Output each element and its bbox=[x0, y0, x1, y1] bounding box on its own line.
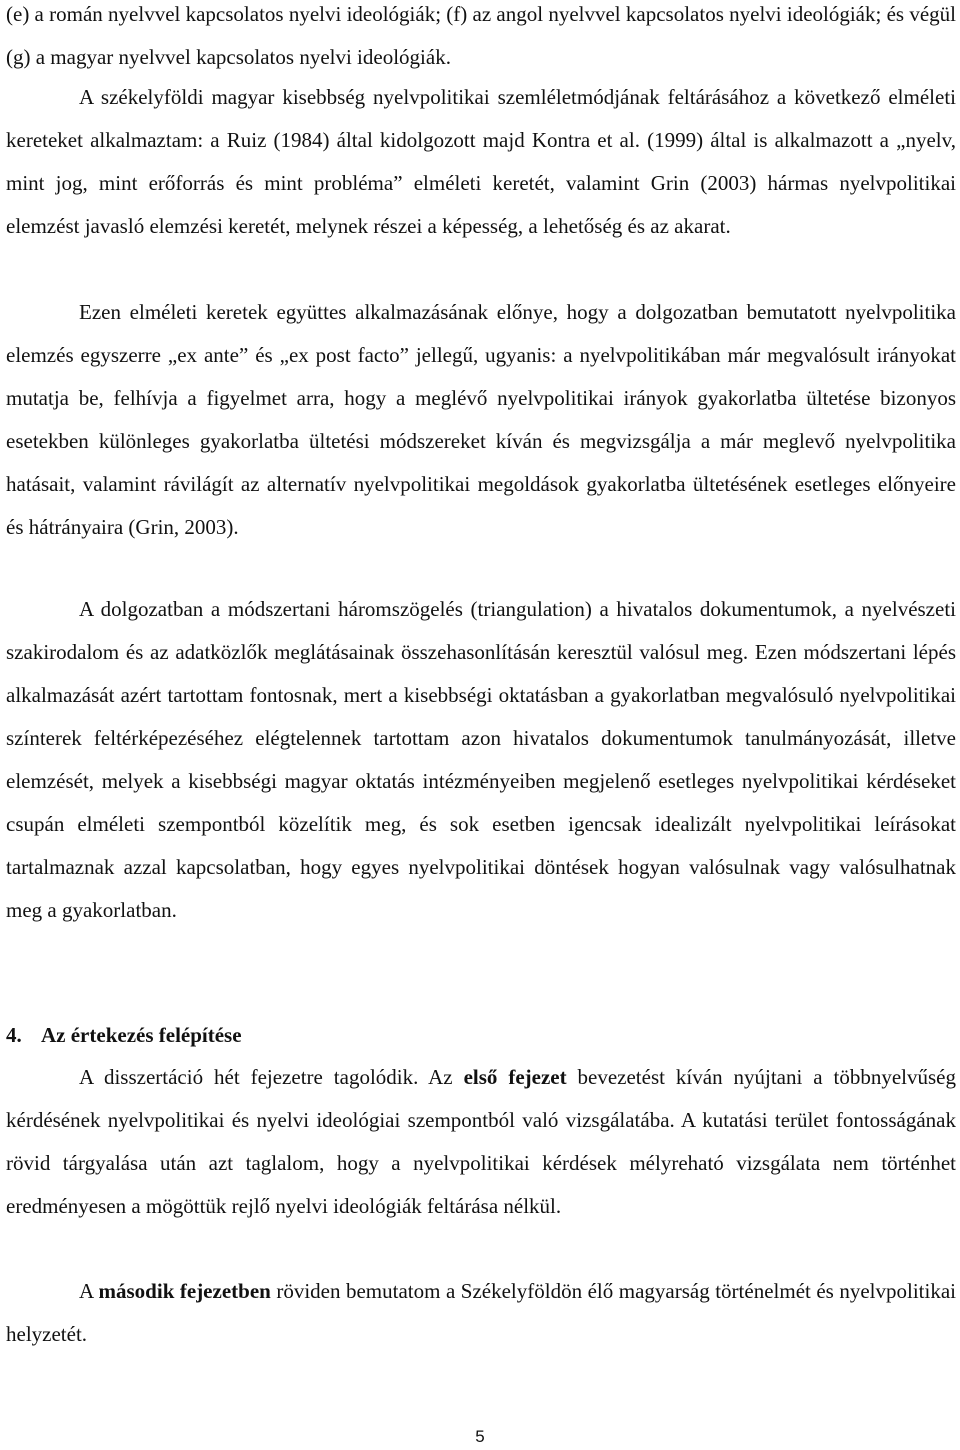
paragraph-framework-advantages: Ezen elméleti keretek együttes alkalmazásának előnye, hogy a dolgozatban bemutatott nyelvpolitika elemzés egyszerre „ex ante” és „ex post facto” jellegű, ugyanis: a nyelvpolitikában már megvalósult irányokat mutatja be, felhívja a figyelmet arra, hogy a meglévő nyelvpolitikai irányok gyakorlatba ültetése bizonyos esetekben különleges gyakorlatba ültetési módszereket kíván és megvizsgálja a már meglevő nyelvpolitika hatásait, valamint rávilágít az alternatív nyelvpolitikai megoldások gyakorlatba ültetésének esetleges előnyeire és hátrányaira (Grin, 2003). bbox=[6, 300, 956, 539]
paragraph-first-chapter bbox=[6, 1056, 956, 1228]
paragraph-second-chapter bbox=[6, 1270, 956, 1356]
second-chapter-emphasis: második fejezetben bbox=[98, 1279, 271, 1303]
paragraph-ideologies-end: (e) a román nyelvvel kapcsolatos nyelvi ideológiák; (f) az angol nyelvvel kapcsolatos nyelvi ideológiák; és végül (g) a magyar nyelvvel kapcsolatos nyelvi ideológiák. bbox=[6, 2, 956, 69]
first-chapter-emphasis: első fejezet bbox=[463, 1065, 567, 1089]
page-number: 5 bbox=[475, 1427, 485, 1446]
paragraph-theoretical-frameworks: A székelyföldi magyar kisebbség nyelvpolitikai szemléletmódjának feltárásához a következő elméleti kereteket alkalmaztam: a Ruiz (1984) által kidolgozott majd Kontra et al. (1999) által is alkalmazott a „nyelv, mint jog, mint erőforrás és mint probléma” elméleti keretét, valamint Grin (2003) hármas nyelvpolitikai elemzést javasló elemzési keretét, melynek részei a képesség, a lehetőség és az akarat. bbox=[6, 85, 956, 238]
para5-text-before: A disszertáció hét fejezetre tagolódik. Az bbox=[79, 1065, 464, 1089]
para6-text-after: röviden bemutatom a Székelyföldön élő magyarság történelmét és nyelvpolitikai helyzetét. bbox=[6, 1279, 956, 1346]
para6-text-before: A bbox=[79, 1279, 99, 1303]
paragraph-triangulation: A dolgozatban a módszertani háromszögelés (triangulation) a hivatalos dokumentumok, a nyelvészeti szakirodalom és az adatközlők meglátásainak összehasonlításán keresztül valósul meg. Ezen módszertani lépés alkalmazását azért tartottam fontosnak, mert a kisebbségi oktatásban a gyakorlatban megvalósuló nyelvpolitikai színterek feltérképezéséhez elégtelennek tartottam azon hivatalos dokumentumok tanulmányozását, illetve elemzését, melyek a kisebbségi magyar oktatás intézményeiben megjelenő esetleges nyelvpolitikai kérdéseket csupán elméleti szempontból közelítik meg, és sok esetben igencsak idealizált nyelvpolitikai leírásokat tartalmaznak azzal kapcsolatban, hogy egyes nyelvpolitikai döntések hogyan valósulnak vagy valósulhatnak meg a gyakorlatban. bbox=[6, 597, 956, 922]
section-heading bbox=[6, 1014, 242, 1057]
section-number: 4. bbox=[6, 1023, 22, 1047]
section-title: Az értekezés felépítése bbox=[41, 1023, 242, 1047]
para5-text-after: bevezetést kíván nyújtani a többnyelvűség kérdésének nyelvpolitikai és nyelvi ideológiai szempontból való vizsgálatába. A kutatási terület fontosságának rövid tárgyalása után azt taglalom, hogy a nyelvpolitikai kérdések mélyreható vizsgálata nem történhet eredményesen a mögöttük rejlő nyelvi ideológiák feltárása nélkül. bbox=[6, 1065, 956, 1218]
